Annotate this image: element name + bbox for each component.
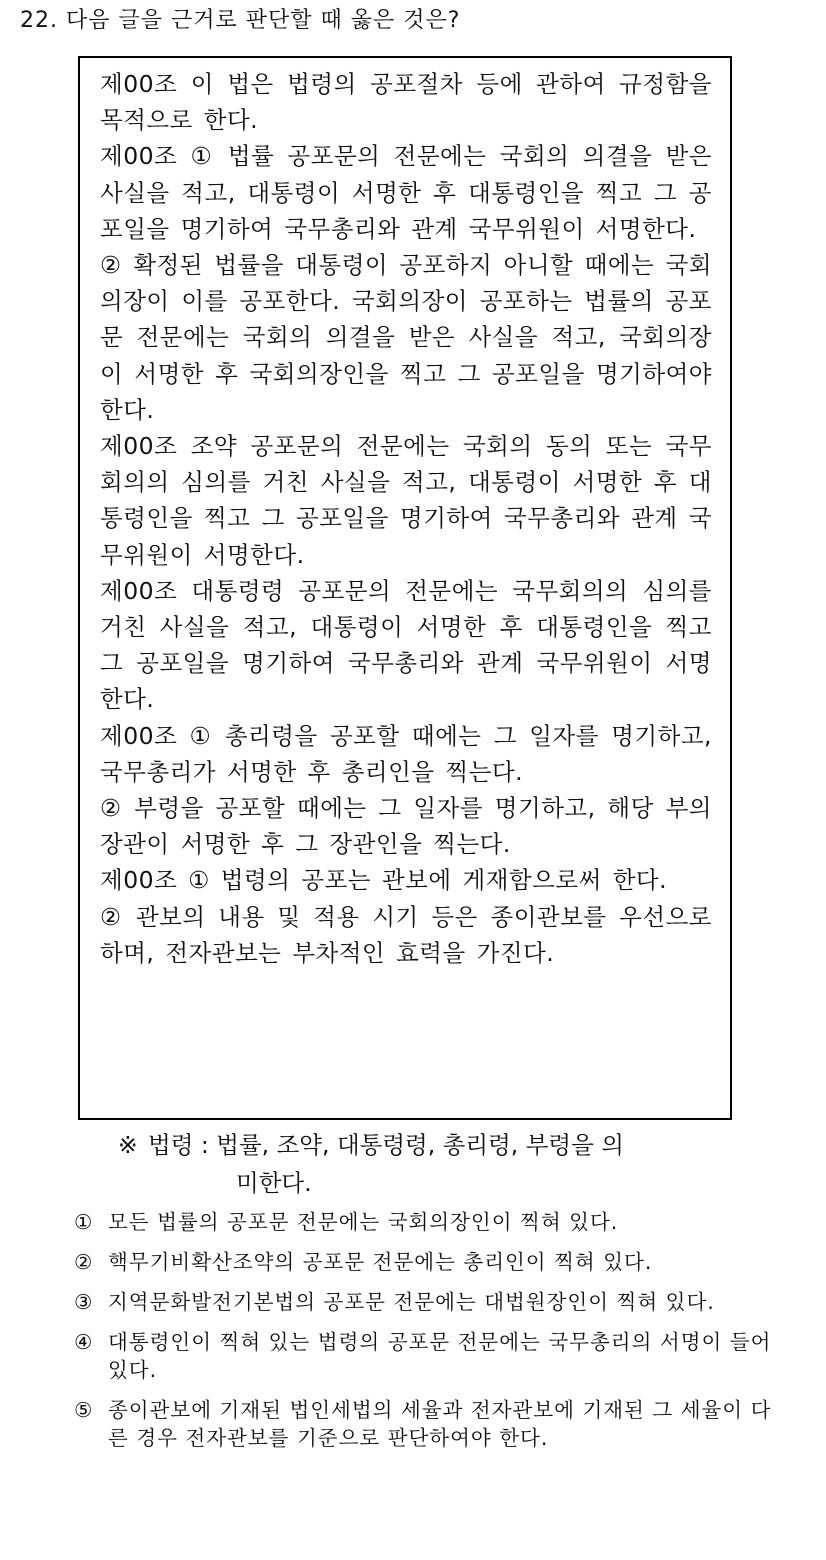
passage-paragraph: 제00조 조약 공포문의 전문에는 국회의 동의 또는 국무회의의 심의를 거친 사실을 적고, 대통령이 서명한 후 대통령인을 찍고 그 공포일을 명기하여 국무총리와 관계 국무위원이 서명한다.: [100, 432, 712, 569]
passage-paragraph: 제00조 ① 총리령을 공포할 때에는 그 일자를 명기하고, 국무총리가 서명한 후 총리인을 찍는다.: [100, 721, 712, 786]
choice-number: ②: [74, 1250, 94, 1274]
choice-number: ③: [74, 1290, 94, 1314]
choice-text: 종이관보에 기재된 법인세법의 세율과 전자관보에 기재된 그 세율이 다른 경우 전자관보를 기준으로 판단하여야 한다.: [108, 1398, 772, 1450]
choice-number: ①: [74, 1210, 94, 1234]
passage-paragraph: ② 관보의 내용 및 적용 시기 등은 종이관보를 우선으로 하며, 전자관보는 부차적인 효력을 가진다.: [100, 902, 712, 967]
passage-paragraph: 제00조 대통령령 공포문의 전문에는 국무회의의 심의를 거친 사실을 적고, 대통령이 서명한 후 대통령인을 찍고 그 공포일을 명기하여 국무총리와 관계 국무위원이 서명한다.: [100, 576, 712, 714]
answer-choices: [74, 1208, 774, 1464]
passage-paragraph: ② 부령을 공포할 때에는 그 일자를 명기하고, 해당 부의 장관이 서명한 후 그 장관인을 찍는다.: [100, 794, 712, 859]
choice-1[interactable]: [74, 1208, 774, 1236]
choice-3[interactable]: [74, 1288, 774, 1316]
choice-text: 지역문화발전기본법의 공포문 전문에는 대법원장인이 찍혀 있다.: [108, 1290, 715, 1314]
footnote-line-2: 미한다.: [236, 1169, 312, 1197]
choice-number: ⑤: [74, 1398, 94, 1422]
passage-paragraph: 제00조 ① 법령의 공포는 관보에 게재함으로써 한다.: [100, 866, 668, 895]
choice-number: ④: [74, 1330, 94, 1354]
passage-paragraph: ② 확정된 법률을 대통령이 공포하지 아니할 때에는 국회의장이 이를 공포한다. 국회의장이 공포하는 법률의 공포문 전문에는 국회의 의결을 받은 사실을 적고, 국회의장이 서명한 후 국회의장인을 찍고 그 공포일을 명기하여야 한다.: [100, 251, 712, 424]
choice-text: 핵무기비확산조약의 공포문 전문에는 총리인이 찍혀 있다.: [108, 1250, 653, 1274]
choice-5[interactable]: [74, 1396, 774, 1452]
question-title: 22. 다음 글을 근거로 판단할 때 옳은 것은?: [20, 8, 461, 33]
choice-4[interactable]: [74, 1328, 774, 1384]
footnote: [118, 1126, 718, 1202]
passage-paragraph: 제00조 ① 법률 공포문의 전문에는 국회의 의결을 받은 사실을 적고, 대통령이 서명한 후 대통령인을 찍고 그 공포일을 명기하여 국무총리와 관계 국무위원이 서명한다.: [100, 142, 712, 243]
choice-text: 대통령인이 찍혀 있는 법령의 공포문 전문에는 국무총리의 서명이 들어 있다.: [108, 1330, 772, 1382]
reference-mark-icon: ※: [118, 1131, 138, 1159]
footnote-line-1: 법령 : 법률, 조약, 대통령령, 총리령, 부령을 의: [148, 1131, 625, 1159]
passage-paragraph: 제00조 이 법은 법령의 공포절차 등에 관하여 규정함을 목적으로 한다.: [100, 70, 712, 135]
choice-text: 모든 법률의 공포문 전문에는 국회의장인이 찍혀 있다.: [108, 1210, 619, 1234]
passage-box: [78, 56, 732, 1120]
choice-2[interactable]: [74, 1248, 774, 1276]
